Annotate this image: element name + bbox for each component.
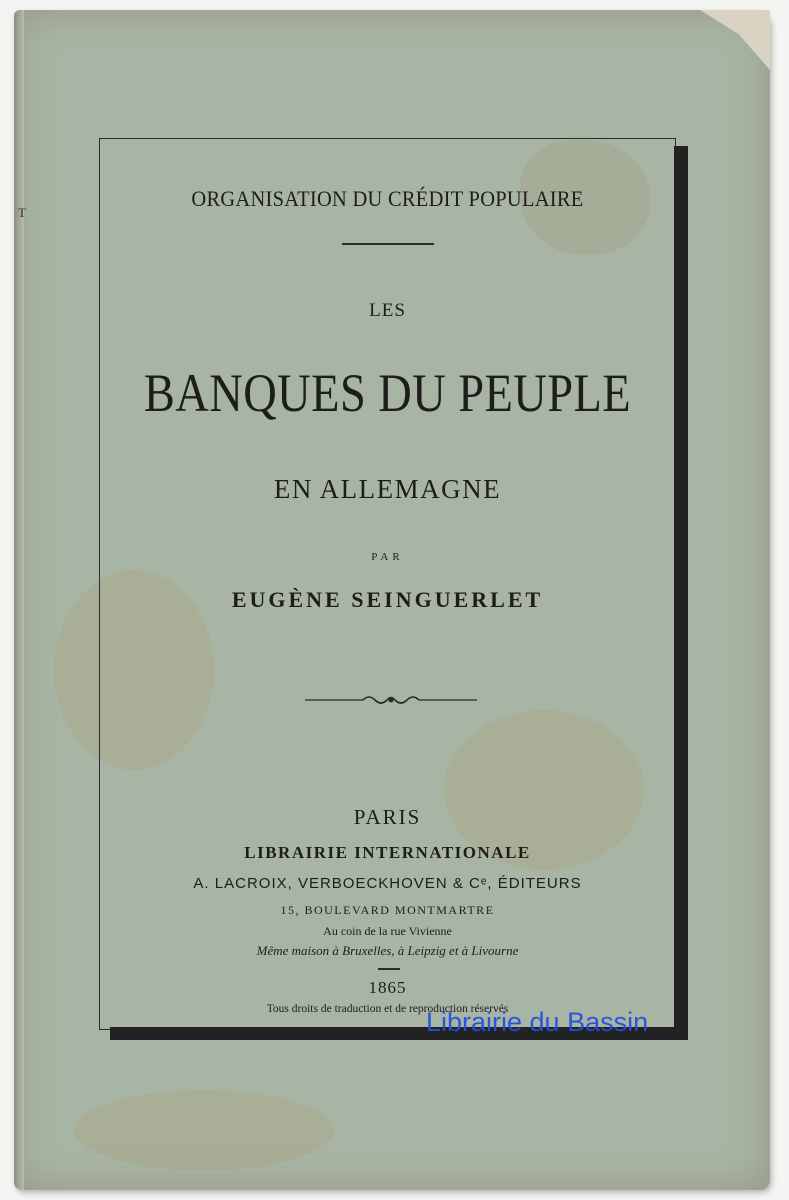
- by-line: PAR: [371, 551, 404, 563]
- ornament-divider: [305, 690, 477, 710]
- author-name: EUGÈNE SEINGUERLET: [231, 587, 544, 612]
- series-title: ORGANISATION DU CRÉDIT POPULAIRE: [191, 186, 584, 211]
- book-title: BANQUES DU PEUPLE: [143, 363, 632, 423]
- rights-notice: Tous droits de traduction et de reproduction réservés: [266, 1003, 509, 1015]
- publication-year: 1865: [368, 978, 407, 997]
- frame-shadow-right: [674, 146, 688, 1036]
- address-corner: Au coin de la rue Vivienne: [323, 924, 452, 938]
- printed-frame: [99, 138, 676, 1030]
- editors-line: A. LACROIX, VERBOECKHOVEN & Cᵉ, ÉDITEURS: [193, 875, 582, 892]
- seller-watermark: Librairie du Bassin: [426, 1007, 649, 1037]
- left-edge-text: T: [18, 205, 26, 220]
- publication-city: PARIS: [353, 805, 422, 829]
- spine-edge: [14, 10, 24, 1190]
- branch-offices: Même maison à Bruxelles, à Leipzig et à Livourne: [256, 943, 519, 958]
- year-rule: [378, 968, 400, 970]
- divider-rule: [342, 243, 434, 245]
- title-article: LES: [369, 300, 406, 321]
- publisher-address: 15, BOULEVARD MONTMARTRE: [280, 903, 495, 917]
- publisher-name: LIBRAIRIE INTERNATIONALE: [244, 843, 531, 862]
- cover-stain: [74, 1090, 334, 1170]
- book-subtitle: EN ALLEMAGNE: [273, 474, 502, 504]
